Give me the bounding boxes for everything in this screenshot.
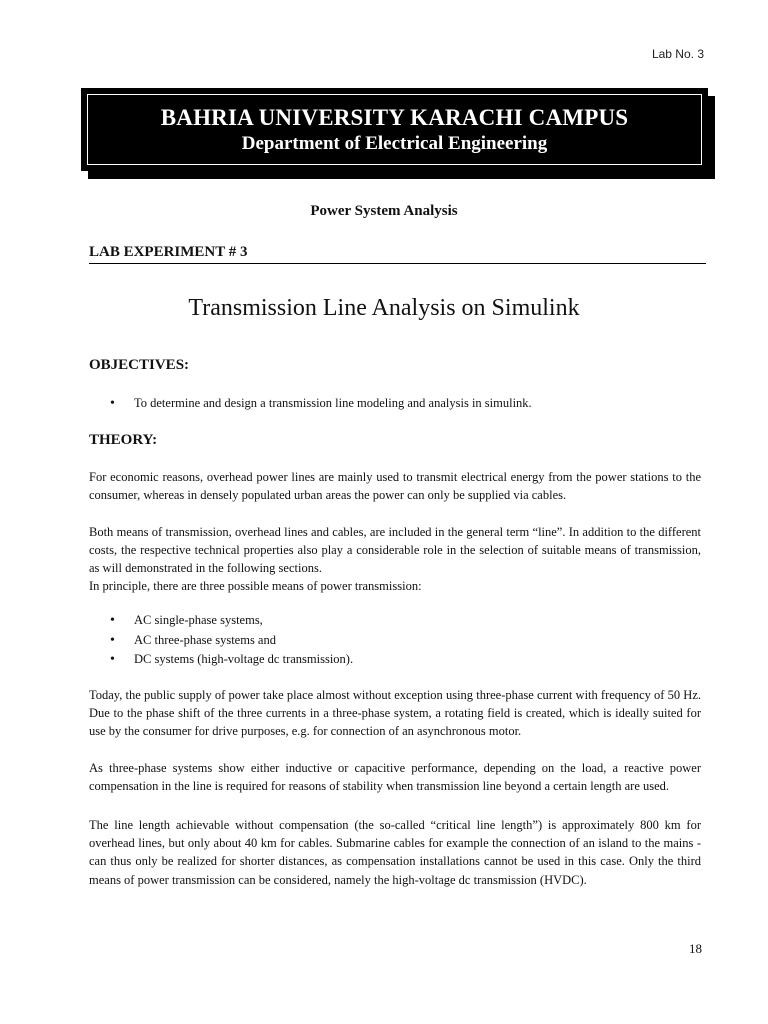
university-banner xyxy=(81,88,708,171)
course-name: Power System Analysis xyxy=(310,203,458,219)
transmission-means-item: • AC single-phase systems, xyxy=(110,611,353,631)
transmission-means-item: • DC systems (high-voltage dc transmission). xyxy=(110,650,353,670)
transmission-means-list xyxy=(110,611,353,670)
document-title: Transmission Line Analysis on Simulink xyxy=(188,295,580,321)
page-number: 18 xyxy=(689,941,702,956)
objective-item: • To determine and design a transmission line modeling and analysis in simulink. xyxy=(110,394,532,414)
theory-intro-paragraph-1: For economic reasons, overhead power lines are mainly used to transmit electrical energy from the power stations to the consumer, whereas in densely populated urban areas the power can only be supplied via cables. xyxy=(89,470,701,503)
banner-frame xyxy=(87,94,702,165)
department-name: Department of Electrical Engineering xyxy=(241,132,548,154)
objectives-heading: OBJECTIVES: xyxy=(89,357,190,373)
theory-body-paragraph-3: The line length achievable without compensation (the so-called “critical line length”) is approximately 800 km for overhead lines, but only about 40 km for cables. Submarine cables for example the connection of an island to the mains - can thus only be realized for shorter distances, as compensation installations cannot be used in this case. Only the third means of power transmission can be considered, namely the high-voltage dc transmission (HVDC). xyxy=(89,818,701,887)
theory-body-paragraph-2: As three-phase systems show either inductive or capacitive performance, depending on the load, a reactive power compensation in the line is required for reasons of stability when transmission line beyond a certain length are used. xyxy=(89,761,701,794)
lab-number-header: Lab No. 3 xyxy=(651,47,704,61)
experiment-heading: LAB EXPERIMENT # 3 xyxy=(89,244,706,264)
transmission-means-item: • AC three-phase systems and xyxy=(110,631,353,651)
objectives-list xyxy=(110,394,532,414)
theory-body-paragraph-1: Today, the public supply of power take place almost without exception using three-phase current with frequency of 50 Hz. Due to the phase shift of the three currents in a three-phase system, a rotating field is created, which is ideally suited for use by the consumer for drive purposes, e.g. for connection of an asynchronous motor. xyxy=(89,688,701,739)
theory-intro-paragraph-3: In principle, there are three possible means of power transmission: xyxy=(89,579,422,593)
university-name: BAHRIA UNIVERSITY KARACHI CAMPUS xyxy=(160,104,629,130)
theory-heading: THEORY: xyxy=(89,432,158,448)
theory-intro-paragraph-2: Both means of transmission, overhead lines and cables, are included in the general term “line”. In addition to the different costs, the respective technical properties also play a considerable role in the selection of suitable means of transmission, as will demonstrated in the following sections. xyxy=(89,525,701,576)
